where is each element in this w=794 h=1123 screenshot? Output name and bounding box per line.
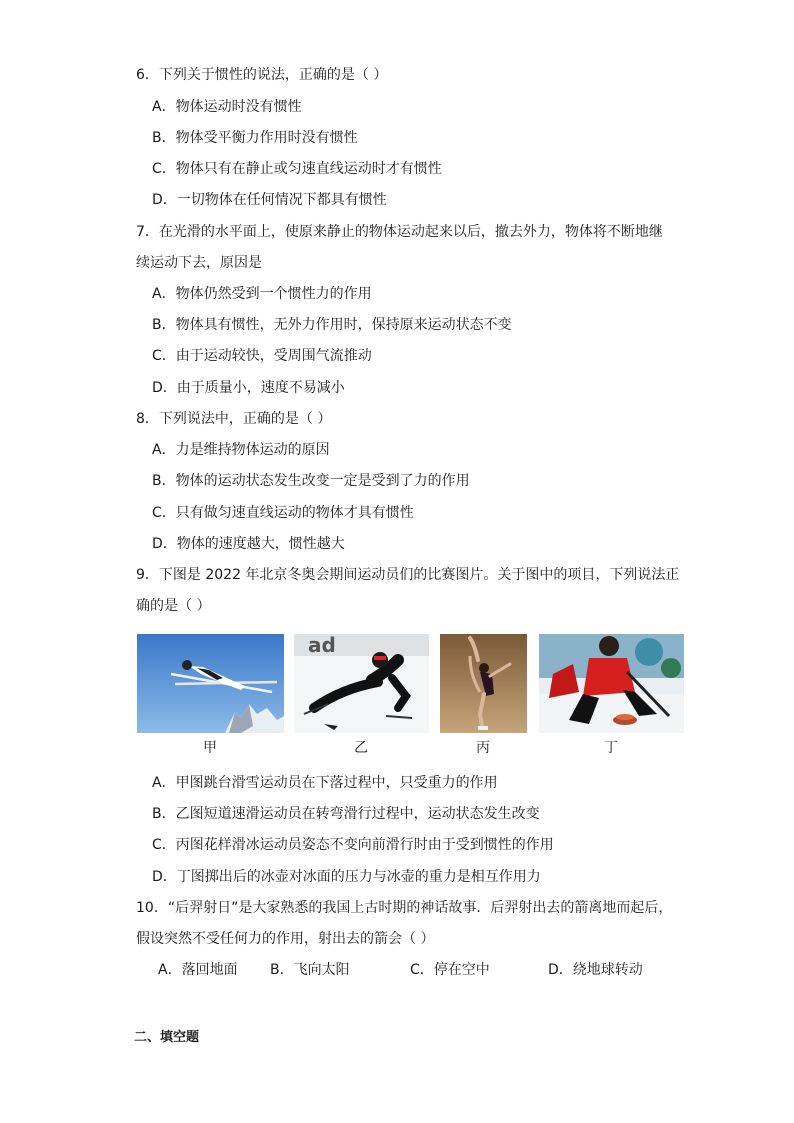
svg-text:ad: ad — [308, 634, 336, 657]
question-10-stem-line-2: 假设突然不受任何力的作用，射出去的箭会（ ） — [136, 931, 435, 947]
question-9-option-a: A．甲图跳台滑雪运动员在下落过程中，只受重力的作用 — [152, 775, 498, 791]
question-9-option-c: C．丙图花样滑冰运动员姿态不变向前滑行时由于受到惯性的作用 — [152, 837, 554, 853]
question-10-option-a: A．落回地面 — [158, 962, 238, 978]
photo-caption-jia: 甲 — [203, 740, 217, 756]
question-6-option-b: B．物体受平衡力作用时没有惯性 — [152, 130, 358, 146]
question-7-option-d: D．由于质量小，速度不易减小 — [152, 380, 345, 396]
photo-caption-ding: 丁 — [604, 740, 618, 756]
question-9-option-d: D．丁图掷出后的冰壶对冰面的压力与冰壶的重力是相互作用力 — [152, 869, 541, 885]
ski-jumping-photo — [137, 634, 284, 733]
question-9-stem-line-2: 确的是（ ） — [136, 598, 211, 614]
question-6-stem: 6．下列关于惯性的说法，正确的是（ ） — [136, 67, 388, 83]
question-10-options — [158, 960, 678, 980]
figure-skating-photo — [440, 634, 527, 733]
question-6-option-c: C．物体只有在静止或匀速直线运动时才有惯性 — [152, 161, 442, 177]
speed-skating-photo — [294, 634, 429, 733]
curling-photo — [539, 634, 684, 733]
question-8-option-b: B．物体的运动状态发生改变一定是受到了力的作用 — [152, 473, 470, 489]
section-heading-fill-in-blank: 二、填空题 — [134, 1030, 200, 1045]
question-8-option-c: C．只有做匀速直线运动的物体才具有惯性 — [152, 505, 414, 521]
question-7-option-c: C．由于运动较快，受周围气流推动 — [152, 348, 372, 364]
question-9-option-b: B．乙图短道速滑运动员在转弯滑行过程中，运动状态发生改变 — [152, 806, 540, 822]
question-7-option-a: A．物体仍然受到一个惯性力的作用 — [152, 286, 372, 302]
question-6-option-d: D．一切物体在任何情况下都具有惯性 — [152, 192, 387, 208]
question-7-option-b: B．物体具有惯性，无外力作用时，保持原来运动状态不变 — [152, 317, 512, 333]
question-10-option-c: C．停在空中 — [410, 962, 490, 978]
question-7-stem-line-1: 7．在光滑的水平面上，使原来静止的物体运动起来以后，撤去外力，物体将不断地继 — [136, 224, 663, 240]
photo-caption-yi: 乙 — [354, 740, 368, 756]
question-6-option-a: A．物体运动时没有惯性 — [152, 99, 302, 115]
question-8-option-d: D．物体的速度越大，惯性越大 — [152, 536, 345, 552]
question-10-option-d: D．绕地球转动 — [548, 962, 643, 978]
question-8-stem: 8．下列说法中，正确的是（ ） — [136, 411, 332, 427]
question-7-stem-line-2: 续运动下去，原因是 — [136, 255, 262, 271]
question-9-stem-line-1: 9．下图是 2022 年北京冬奥会期间运动员们的比赛图片。关于图中的项目，下列说法正 — [136, 567, 680, 583]
question-10-option-b: B．飞向太阳 — [270, 962, 350, 978]
photo-caption-bing: 丙 — [476, 740, 490, 756]
question-10-stem-line-1: 10．“后羿射日”是大家熟悉的我国上古时期的神话故事．后羿射出去的箭离地而起后， — [136, 900, 673, 916]
question-8-option-a: A．力是维持物体运动的原因 — [152, 442, 330, 458]
